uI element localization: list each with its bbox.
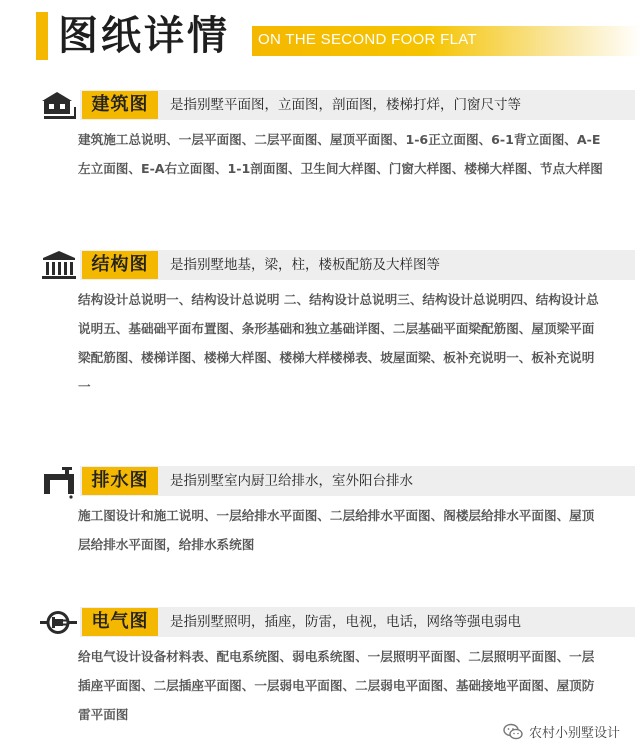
- section-body: 建筑施工总说明、一层平面图、二层平面图、屋顶平面图、1-6正立面图、6-1背立面图、A-E左立面图、E-A右立面图、1-1剖面图、卫生间大样图、门窗大样图、楼梯大样图、节点大样图: [78, 132, 603, 176]
- pillar-building-icon: [40, 249, 78, 283]
- section-label: 结构图: [82, 251, 158, 279]
- section-description: 是指别墅地基，梁，柱，楼板配筋及大样图等: [170, 257, 440, 273]
- section-body: 结构设计总说明一、结构设计总说明 二、结构设计总说明三、结构设计总说明四、结构设计总说明五、基础础平面布置图、条形基础和独立基础详图、二层基础平面梁配筋图、屋顶梁平面梁配筋图、楼梯详图、楼梯大样图、楼梯大样楼梯表、坡屋面梁、板补充说明一、板补充说明一: [78, 292, 599, 394]
- watermark-text: 农村小别墅设计: [528, 726, 620, 741]
- section-header: [38, 89, 610, 123]
- section-label: 电气图: [82, 608, 158, 636]
- page-subtitle: ON THE SECOND FOOR FLAT: [258, 31, 477, 48]
- section-label: 排水图: [82, 467, 158, 495]
- page-header: [36, 12, 606, 62]
- section-description: 是指别墅室内厨卫给排水，室外阳台排水: [170, 473, 413, 489]
- section-drainage: [38, 465, 610, 559]
- section-label: 建筑图: [82, 91, 158, 119]
- wechat-icon: [503, 723, 523, 741]
- section-description: 是指别墅照明，插座，防雷，电视，电话，网络等强电弱电: [170, 614, 521, 630]
- section-structure: [38, 249, 610, 401]
- page-title: 图纸详情: [58, 13, 230, 59]
- header-accent-bar: [36, 12, 48, 60]
- section-body: 给电气设计设备材料表、配电系统图、弱电系统图、一层照明平面图、二层照明平面图、一层插座平面图、二层插座平面图、一层弱电平面图、二层弱电平面图、基础接地平面图、屋顶防雷平面图: [78, 649, 595, 722]
- house-icon: [40, 89, 78, 123]
- section-body: 施工图设计和施工说明、一层给排水平面图、二层给排水平面图、阁楼层给排水平面图、屋顶层给排水平面图，给排水系统图: [78, 508, 595, 552]
- watermark: [503, 722, 620, 741]
- faucet-icon: [40, 465, 78, 499]
- section-description: 是指别墅平面图，立面图，剖面图，楼梯打烊，门窗尺寸等: [170, 97, 521, 113]
- section-header: [38, 249, 610, 283]
- section-header: [38, 606, 610, 640]
- section-header: [38, 465, 610, 499]
- section-electrical: [38, 606, 610, 729]
- section-architecture: [38, 89, 610, 183]
- electric-plug-icon: [40, 606, 78, 640]
